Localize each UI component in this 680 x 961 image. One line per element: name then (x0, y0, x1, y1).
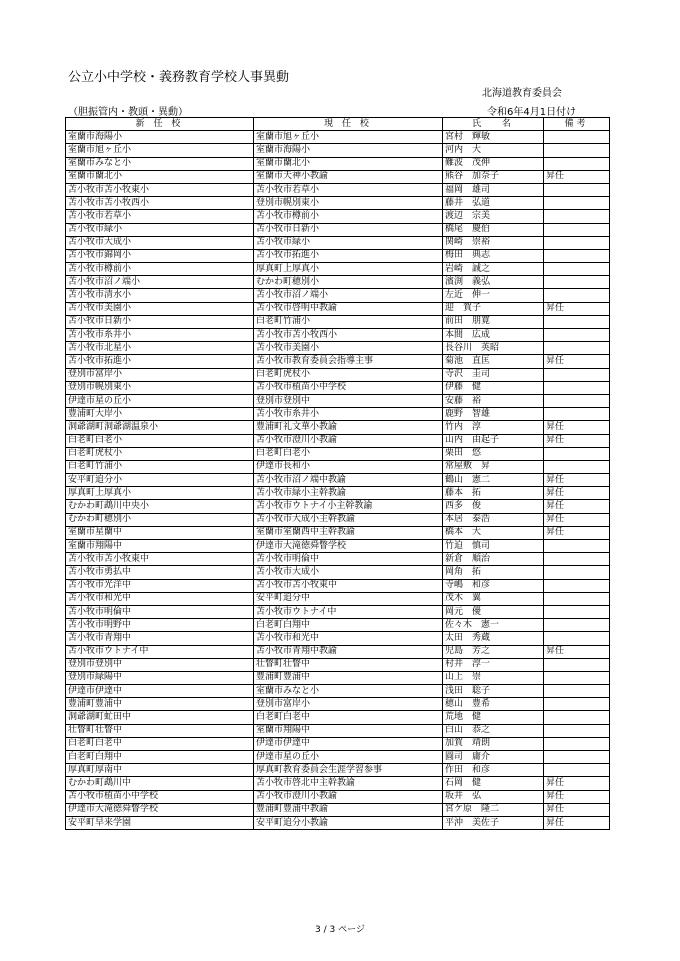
table-row (66, 658, 610, 671)
current-school-cell: 苫小牧市啓北中主幹教諭 (254, 777, 443, 790)
table-header-row (66, 118, 610, 131)
remarks-cell (544, 197, 610, 210)
name-cell: 岩崎 誠之 (443, 263, 544, 276)
name-cell: 山上 崇 (443, 671, 544, 684)
table-row (66, 737, 610, 750)
name-cell: 前田 朋寛 (443, 315, 544, 328)
new-school-cell: 白老町虎杖小 (66, 447, 254, 460)
new-school-cell: 室蘭市翔陽中 (66, 540, 254, 553)
name-cell: 新倉 順治 (443, 553, 544, 566)
new-school-cell: 安平町早来学園 (66, 816, 254, 829)
remarks-cell: 昇任 (544, 645, 610, 658)
table-row (66, 460, 610, 473)
remarks-cell: 昇任 (544, 777, 610, 790)
remarks-cell (544, 698, 610, 711)
remarks-cell: 昇任 (544, 434, 610, 447)
name-cell: 伊藤 健 (443, 381, 544, 394)
name-cell: 宮村 輝敏 (443, 131, 544, 144)
table-row (66, 368, 610, 381)
new-school-cell: 苫小牧市苫小牧東小 (66, 183, 254, 196)
table-row (66, 487, 610, 500)
new-school-cell: むかわ町鵡川中 (66, 777, 254, 790)
name-cell: 鹿野 智雄 (443, 408, 544, 421)
table-row (66, 605, 610, 618)
table-row (66, 381, 610, 394)
table-row (66, 566, 610, 579)
name-cell: 穂山 豊希 (443, 698, 544, 711)
name-cell: 寺嶋 和彦 (443, 579, 544, 592)
page-number: 3 / 3 ページ (315, 925, 365, 935)
table-row (66, 394, 610, 407)
current-school-cell: 室蘭市海陽小 (254, 144, 443, 157)
current-school-cell: 伊達市大滝徳舜瞥学校 (254, 540, 443, 553)
remarks-cell (544, 711, 610, 724)
table-row (66, 619, 610, 632)
name-cell: 竹迫 慎司 (443, 540, 544, 553)
current-school-cell: 安平町追分中 (254, 592, 443, 605)
header-current-school: 現 任 校 (254, 118, 443, 131)
name-cell: 本間 広成 (443, 329, 544, 342)
table-row (66, 500, 610, 513)
name-cell: 宮ケ原 隆二 (443, 803, 544, 816)
new-school-cell: 苫小牧市錦岡小 (66, 249, 254, 262)
new-school-cell: 豊浦町大岸小 (66, 408, 254, 421)
new-school-cell: 苫小牧市清水小 (66, 289, 254, 302)
current-school-cell: 苫小牧市教育委員会指導主事 (254, 355, 443, 368)
current-school-cell: 豊浦町豊浦中 (254, 671, 443, 684)
table-row (66, 342, 610, 355)
name-cell: 白山 恭之 (443, 724, 544, 737)
remarks-cell (544, 632, 610, 645)
new-school-cell: むかわ町鵡川中央小 (66, 500, 254, 513)
document-title: 公立小中学校・義務教育学校人事異動 (68, 70, 290, 85)
name-cell: 梅田 典志 (443, 249, 544, 262)
name-cell: 安藤 裕 (443, 394, 544, 407)
current-school-cell: 苫小牧市ウトナイ小主幹教諭 (254, 500, 443, 513)
current-school-cell: 伊達市長和小 (254, 460, 443, 473)
current-school-cell: 白老町白老小 (254, 447, 443, 460)
remarks-cell (544, 566, 610, 579)
table-row (66, 421, 610, 434)
remarks-cell (544, 289, 610, 302)
current-school-cell: 苫小牧市明倫中 (254, 553, 443, 566)
new-school-cell: 登別市緑陽中 (66, 671, 254, 684)
remarks-cell (544, 460, 610, 473)
remarks-cell (544, 263, 610, 276)
current-school-cell: 白老町虎杖小 (254, 368, 443, 381)
table-body (66, 131, 610, 830)
name-cell: 熊谷 加奈子 (443, 170, 544, 183)
name-cell: 渡辺 宗美 (443, 210, 544, 223)
remarks-cell (544, 592, 610, 605)
new-school-cell: 厚真町厚南中 (66, 764, 254, 777)
name-cell: 菊池 直匡 (443, 355, 544, 368)
table-row (66, 144, 610, 157)
current-school-cell: 厚真町教育委員会生涯学習参事 (254, 764, 443, 777)
current-school-cell: 伊達市伊達中 (254, 737, 443, 750)
table-row (66, 355, 610, 368)
table-row (66, 513, 610, 526)
new-school-cell: 苫小牧市青翔中 (66, 632, 254, 645)
new-school-cell: 室蘭市蘭北小 (66, 170, 254, 183)
name-cell: 藤本 拓 (443, 487, 544, 500)
remarks-cell (544, 447, 610, 460)
current-school-cell: 室蘭市翔陽中 (254, 724, 443, 737)
name-cell: 栗田 悠 (443, 447, 544, 460)
new-school-cell: 苫小牧市日新小 (66, 315, 254, 328)
current-school-cell: 苫小牧市沼ノ端小 (254, 289, 443, 302)
name-cell: 橋尾 慶伯 (443, 223, 544, 236)
current-school-cell: 苫小牧市青翔中教諭 (254, 645, 443, 658)
name-cell: 河内 大 (443, 144, 544, 157)
remarks-cell: 昇任 (544, 803, 610, 816)
remarks-cell (544, 223, 610, 236)
table-row (66, 803, 610, 816)
table-row (66, 236, 610, 249)
remarks-cell (544, 381, 610, 394)
remarks-cell (544, 157, 610, 170)
table-row (66, 632, 610, 645)
new-school-cell: 白老町竹浦小 (66, 460, 254, 473)
table-row (66, 329, 610, 342)
current-school-cell: 苫小牧市植苗小中学校 (254, 381, 443, 394)
name-cell: 佐々木 憲一 (443, 619, 544, 632)
name-cell: 左近 伸一 (443, 289, 544, 302)
current-school-cell: 安平町追分小教諭 (254, 816, 443, 829)
current-school-cell: 白老町白老中 (254, 711, 443, 724)
remarks-cell: 昇任 (544, 500, 610, 513)
remarks-cell: 昇任 (544, 816, 610, 829)
new-school-cell: 苫小牧市樽前小 (66, 263, 254, 276)
new-school-cell: 白老町白翔中 (66, 751, 254, 764)
new-school-cell: 苫小牧市ウトナイ中 (66, 645, 254, 658)
current-school-cell: 白老町白翔中 (254, 619, 443, 632)
remarks-cell: 昇任 (544, 487, 610, 500)
remarks-cell (544, 685, 610, 698)
name-cell: 平沖 美佐子 (443, 816, 544, 829)
current-school-cell: 伊達市星の丘小 (254, 751, 443, 764)
new-school-cell: 苫小牧市苫小牧東中 (66, 553, 254, 566)
new-school-cell: 苫小牧市大成小 (66, 236, 254, 249)
remarks-cell (544, 131, 610, 144)
remarks-cell (544, 276, 610, 289)
table-row (66, 645, 610, 658)
new-school-cell: 苫小牧市和光中 (66, 592, 254, 605)
issuing-organization: 北海道教育委員会 (482, 88, 562, 99)
new-school-cell: 苫小牧市糸井小 (66, 329, 254, 342)
table-row (66, 223, 610, 236)
name-cell: 浅田 聡子 (443, 685, 544, 698)
current-school-cell: 苫小牧市拓進小 (254, 249, 443, 262)
remarks-cell (544, 540, 610, 553)
table-row (66, 790, 610, 803)
table-row (66, 553, 610, 566)
name-cell: 竹内 淳 (443, 421, 544, 434)
name-cell: 加賀 靖朗 (443, 737, 544, 750)
current-school-cell: 苫小牧市大成小主幹教諭 (254, 513, 443, 526)
table-row (66, 249, 610, 262)
table-row (66, 263, 610, 276)
current-school-cell: 登別市幌別東小 (254, 197, 443, 210)
name-cell: 荒地 健 (443, 711, 544, 724)
current-school-cell: 豊浦町豊浦中教諭 (254, 803, 443, 816)
name-cell: 茂木 翼 (443, 592, 544, 605)
name-cell: 難波 茂伸 (443, 157, 544, 170)
header-remarks: 備考 (544, 118, 610, 131)
new-school-cell: 室蘭市旭ヶ丘小 (66, 144, 254, 157)
current-school-cell: 苫小牧市啓明中教諭 (254, 302, 443, 315)
remarks-cell (544, 210, 610, 223)
current-school-cell: 苫小牧市日新小 (254, 223, 443, 236)
table-row (66, 289, 610, 302)
current-school-cell: 苫小牧市沼ノ端中教諭 (254, 474, 443, 487)
current-school-cell: 苫小牧市ウトナイ中 (254, 605, 443, 618)
new-school-cell: 登別市富岸小 (66, 368, 254, 381)
table-row (66, 210, 610, 223)
new-school-cell: 伊達市伊達中 (66, 685, 254, 698)
new-school-cell: 苫小牧市北星小 (66, 342, 254, 355)
table-row (66, 751, 610, 764)
new-school-cell: 苫小牧市明倫中 (66, 605, 254, 618)
new-school-cell: 苫小牧市苫小牧西小 (66, 197, 254, 210)
name-cell: 岡元 優 (443, 605, 544, 618)
remarks-cell: 昇任 (544, 474, 610, 487)
current-school-cell: むかわ町穂別小 (254, 276, 443, 289)
name-cell: 迎 賀子 (443, 302, 544, 315)
current-school-cell: 室蘭市蘭北小 (254, 157, 443, 170)
table-row (66, 698, 610, 711)
new-school-cell: 安平町追分小 (66, 474, 254, 487)
table-row (66, 183, 610, 196)
remarks-cell: 昇任 (544, 421, 610, 434)
new-school-cell: 厚真町上厚真小 (66, 487, 254, 500)
table-row (66, 685, 610, 698)
new-school-cell: 登別市登別中 (66, 658, 254, 671)
remarks-cell (544, 144, 610, 157)
new-school-cell: 白老町白老小 (66, 434, 254, 447)
current-school-cell: 苫小牧市澄川小教諭 (254, 434, 443, 447)
new-school-cell: 苫小牧市沼ノ端小 (66, 276, 254, 289)
header-name: 氏 名 (443, 118, 544, 131)
effective-date: 令和6年4月1日付け (487, 107, 577, 118)
remarks-cell (544, 329, 610, 342)
name-cell: 児島 芳之 (443, 645, 544, 658)
name-cell: 常屋敷 昇 (443, 460, 544, 473)
table-row (66, 592, 610, 605)
name-cell: 圓司 庸介 (443, 751, 544, 764)
table-row (66, 816, 610, 829)
personnel-table (65, 117, 610, 830)
new-school-cell: 伊達市大滝徳舜瞥学校 (66, 803, 254, 816)
name-cell: 太田 秀蔵 (443, 632, 544, 645)
new-school-cell: 室蘭市星蘭中 (66, 526, 254, 539)
table-row (66, 447, 610, 460)
current-school-cell: 室蘭市旭ヶ丘小 (254, 131, 443, 144)
remarks-cell (544, 249, 610, 262)
remarks-cell (544, 619, 610, 632)
new-school-cell: 登別市幌別東小 (66, 381, 254, 394)
name-cell: 寺沢 圭司 (443, 368, 544, 381)
remarks-cell (544, 236, 610, 249)
new-school-cell: 洞爺湖町虻田中 (66, 711, 254, 724)
name-cell: 濱渕 義弘 (443, 276, 544, 289)
new-school-cell: 苫小牧市明野中 (66, 619, 254, 632)
name-cell: 山内 由起子 (443, 434, 544, 447)
name-cell: 関崎 崇裕 (443, 236, 544, 249)
new-school-cell: 豊浦町豊浦中 (66, 698, 254, 711)
current-school-cell: 苫小牧市緑小主幹教諭 (254, 487, 443, 500)
name-cell: 作田 和彦 (443, 764, 544, 777)
name-cell: 西多 俊 (443, 500, 544, 513)
remarks-cell (544, 183, 610, 196)
current-school-cell: 苫小牧市和光中 (254, 632, 443, 645)
name-cell: 長谷川 英昭 (443, 342, 544, 355)
new-school-cell: 苫小牧市勇払中 (66, 566, 254, 579)
table-row (66, 197, 610, 210)
header-new-school: 新 任 校 (66, 118, 254, 131)
remarks-cell (544, 315, 610, 328)
new-school-cell: 苫小牧市拓進小 (66, 355, 254, 368)
table-row (66, 170, 610, 183)
table-row (66, 131, 610, 144)
remarks-cell (544, 671, 610, 684)
remarks-cell: 昇任 (544, 170, 610, 183)
table-row (66, 474, 610, 487)
current-school-cell: 苫小牧市苫小牧東中 (254, 579, 443, 592)
name-cell: 村井 淳一 (443, 658, 544, 671)
remarks-cell (544, 342, 610, 355)
new-school-cell: 苫小牧市美園小 (66, 302, 254, 315)
current-school-cell: 登別市富岸小 (254, 698, 443, 711)
new-school-cell: 苫小牧市若草小 (66, 210, 254, 223)
name-cell: 藤井 弘道 (443, 197, 544, 210)
remarks-cell: 昇任 (544, 513, 610, 526)
new-school-cell: 苫小牧市緑小 (66, 223, 254, 236)
new-school-cell: 白老町白老中 (66, 737, 254, 750)
remarks-cell (544, 724, 610, 737)
table-row (66, 540, 610, 553)
remarks-cell (544, 579, 610, 592)
current-school-cell: 苫小牧市若草小 (254, 183, 443, 196)
name-cell: 鶴山 憲二 (443, 474, 544, 487)
table-row (66, 777, 610, 790)
table-row (66, 711, 610, 724)
table-row (66, 408, 610, 421)
table-row (66, 671, 610, 684)
new-school-cell: 壮瞥町壮瞥中 (66, 724, 254, 737)
remarks-cell: 昇任 (544, 302, 610, 315)
table-row (66, 157, 610, 170)
table-row (66, 764, 610, 777)
current-school-cell: 苫小牧市緑小 (254, 236, 443, 249)
name-cell: 石岡 健 (443, 777, 544, 790)
remarks-cell (544, 764, 610, 777)
current-school-cell: 苫小牧市大成小 (254, 566, 443, 579)
table-row (66, 579, 610, 592)
new-school-cell: むかわ町穂別小 (66, 513, 254, 526)
table-row (66, 724, 610, 737)
current-school-cell: 室蘭市天神小教諭 (254, 170, 443, 183)
name-cell: 福岡 雄司 (443, 183, 544, 196)
remarks-cell (544, 368, 610, 381)
current-school-cell: 苫小牧市樽前小 (254, 210, 443, 223)
new-school-cell: 室蘭市みなと小 (66, 157, 254, 170)
new-school-cell: 伊達市星の丘小 (66, 394, 254, 407)
current-school-cell: 登別市登別中 (254, 394, 443, 407)
current-school-cell: 苫小牧市澄川小教諭 (254, 790, 443, 803)
new-school-cell: 苫小牧市光洋中 (66, 579, 254, 592)
name-cell: 本居 泰浩 (443, 513, 544, 526)
current-school-cell: 苫小牧市糸井小 (254, 408, 443, 421)
current-school-cell: 室蘭市室蘭西中主幹教諭 (254, 526, 443, 539)
remarks-cell (544, 408, 610, 421)
current-school-cell: 壮瞥町壮瞥中 (254, 658, 443, 671)
table-row (66, 315, 610, 328)
remarks-cell (544, 751, 610, 764)
remarks-cell (544, 394, 610, 407)
new-school-cell: 洞爺湖町洞爺湖温泉小 (66, 421, 254, 434)
remarks-cell: 昇任 (544, 790, 610, 803)
name-cell: 岡角 拓 (443, 566, 544, 579)
table-row (66, 302, 610, 315)
current-school-cell: 白老町竹浦小 (254, 315, 443, 328)
name-cell: 坂井 弘 (443, 790, 544, 803)
remarks-cell (544, 605, 610, 618)
table-row (66, 526, 610, 539)
new-school-cell: 苫小牧市植苗小中学校 (66, 790, 254, 803)
remarks-cell: 昇任 (544, 355, 610, 368)
table-row (66, 434, 610, 447)
new-school-cell: 室蘭市海陽小 (66, 131, 254, 144)
current-school-cell: 苫小牧市美園小 (254, 342, 443, 355)
current-school-cell: 苫小牧市苫小牧西小 (254, 329, 443, 342)
current-school-cell: 室蘭市みなと小 (254, 685, 443, 698)
current-school-cell: 厚真町上厚真小 (254, 263, 443, 276)
remarks-cell: 昇任 (544, 526, 610, 539)
scope-label: （胆振管内・教頭・異動） (68, 107, 188, 118)
remarks-cell (544, 658, 610, 671)
current-school-cell: 豊浦町礼文華小教諭 (254, 421, 443, 434)
remarks-cell (544, 737, 610, 750)
table-row (66, 276, 610, 289)
name-cell: 橋本 大 (443, 526, 544, 539)
remarks-cell (544, 553, 610, 566)
